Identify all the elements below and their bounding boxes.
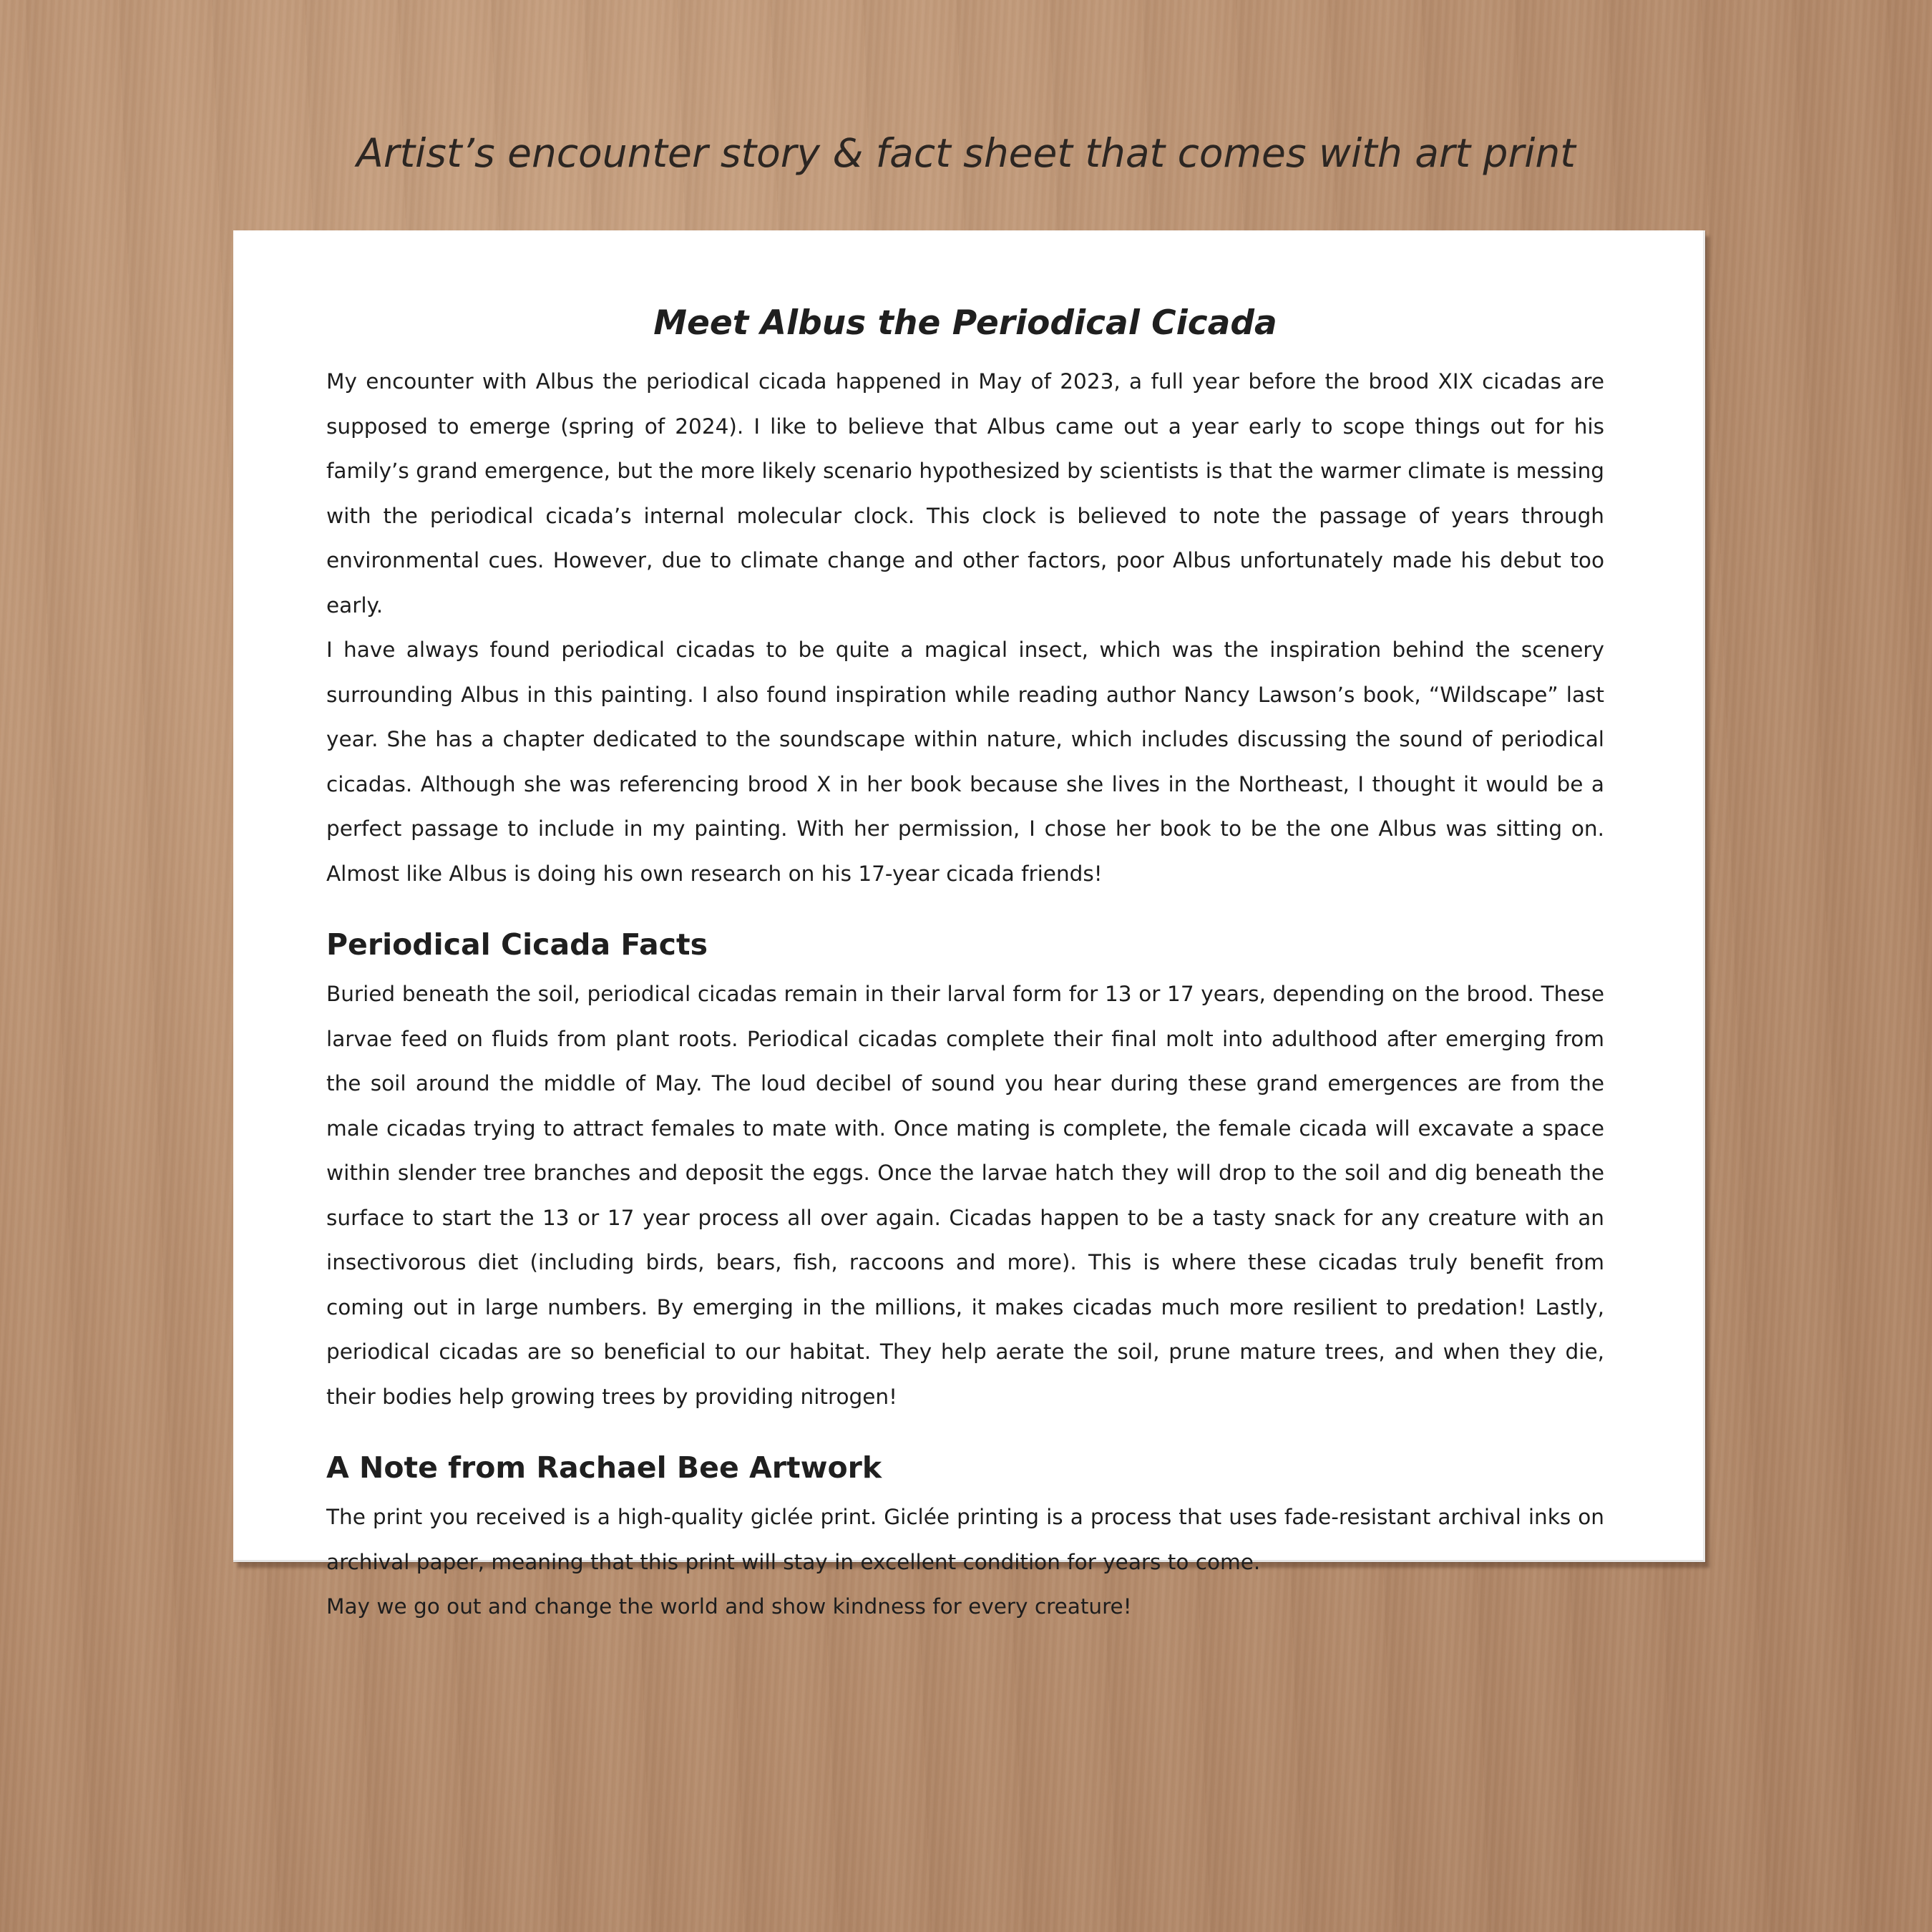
- note-heading: A Note from Rachael Bee Artwork: [326, 1450, 882, 1485]
- facts-paragraph: Buried beneath the soil, periodical cicadas remain in their larval form for 13 or 17 years, depending on the brood. These larvae feed on fluids from plant roots. Periodical cicadas complete their final molt into adulthood after emerging from the soil around the middle of May. The loud decibel of sound you hear during these grand emergences are from the male cicadas trying to attract females to mate with. Once mating is complete, the female cicada will excavate a space within slender tree branches and deposit the eggs. Once the larvae hatch they will drop to the soil and dig beneath the surface to start the 13 or 17 year process all over again. Cicadas happen to be a tasty snack for any creature with an insectivorous diet (including birds, bears, fish, raccoons and more). This is where these cicadas truly benefit from coming out in large numbers. By emerging in the millions, it makes cicadas much more resilient to predation! Lastly, periodical cicadas are so beneficial to our habitat. They help aerate the soil, prune mature trees, and when they die, their bodies help growing trees by providing nitrogen!: [326, 982, 1604, 1409]
- note-paragraph-2: May we go out and change the world and show kindness for every creature!: [326, 1594, 1132, 1619]
- intro-paragraph-1: My encounter with Albus the periodical cicada happened in May of 2023, a full year before the brood XIX cicadas are supposed to emerge (spring of 2024). I like to believe that Albus came out a year early to scope things out for his family’s grand emergence, but the more likely scenario hypothesized by scientists is that the warmer climate is messing with the periodical cicada’s internal molecular clock. This clock is believed to note the passage of years through environmental cues. However, due to climate change and other factors, poor Albus unfortunately made his debut too early.: [326, 369, 1604, 618]
- fact-sheet-content: [326, 302, 1604, 1629]
- intro-paragraph-2: I have always found periodical cicadas to be quite a magical insect, which was the inspiration behind the scenery surrounding Albus in this painting. I also found inspiration while reading author Nancy Lawson’s book, “Wildscape” last year. She has a chapter dedicated to the soundscape within nature, which includes discussing the sound of periodical cicadas. Although she was referencing brood X in her book because she lives in the Northeast, I thought it would be a perfect passage to include in my painting. With her permission, I chose her book to be the one Albus was sitting on. Almost like Albus is doing his own research on his 17-year cicada friends!: [326, 638, 1604, 886]
- facts-heading: Periodical Cicada Facts: [326, 927, 708, 962]
- fact-sheet-paper: [233, 230, 1705, 1619]
- note-paragraph-1: The print you received is a high-quality giclée print. Giclée printing is a process that uses fade-resistant archival inks on archival paper, meaning that this print will stay in excellent condition for years to come.: [326, 1505, 1604, 1574]
- document-title: Meet Albus the Periodical Cicada: [653, 303, 1277, 343]
- image-caption: Artist’s encounter story & fact sheet that comes with art print: [356, 130, 1576, 176]
